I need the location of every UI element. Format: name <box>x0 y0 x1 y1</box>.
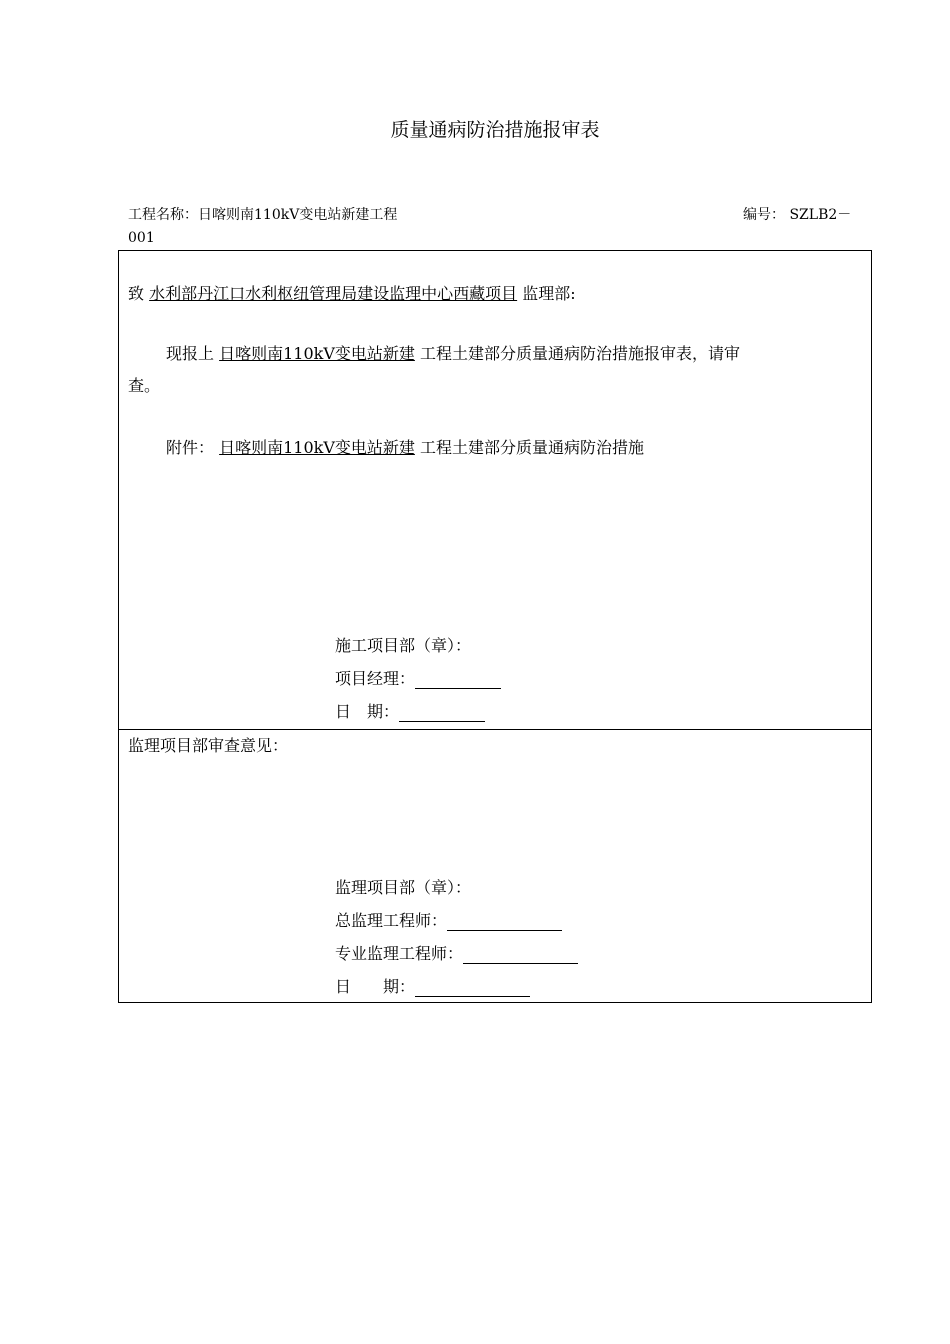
report-suffix: 工程土建部分质量通病防治措施报审表，请审 <box>420 344 741 363</box>
specialist-engineer-line <box>335 941 578 964</box>
chief-engineer-label: 总监理工程师： <box>335 911 448 930</box>
report-line-cont: 查。 <box>128 376 161 395</box>
construction-dept-seal: 施工项目部（章）： <box>335 636 472 655</box>
report-prefix: 现报上 <box>166 344 215 363</box>
specialist-engineer-signature-blank[interactable] <box>463 949 578 964</box>
attachment-line <box>166 435 644 458</box>
project-label: 工程名称： <box>128 207 198 223</box>
supervision-dept-seal: 监理项目部（章）： <box>335 878 472 897</box>
recipient-name: 水利部丹江口水利枢纽管理局建设监理中心西藏项目 <box>149 284 518 303</box>
number-value: SZLB2－ <box>789 207 852 223</box>
number-label: 编号： <box>743 207 785 223</box>
construction-date-label: 日 期： <box>335 702 400 721</box>
attach-project: 日喀则南110kV变电站新建 <box>219 438 415 457</box>
page-title: 质量通病防治措施报审表 <box>390 119 600 141</box>
recipient-suffix: 监理部: <box>522 284 576 303</box>
chief-engineer-signature-blank[interactable] <box>447 916 562 931</box>
construction-date-blank[interactable] <box>399 707 485 722</box>
project-manager-label: 项目经理： <box>335 669 416 688</box>
document-number-field <box>743 204 851 224</box>
document-number-continued: 001 <box>128 230 155 246</box>
project-manager-signature-blank[interactable] <box>415 674 501 689</box>
project-manager-line <box>335 666 501 689</box>
report-line <box>166 341 740 364</box>
attach-suffix: 工程土建部分质量通病防治措施 <box>420 438 645 457</box>
to-prefix: 致 <box>128 284 145 303</box>
project-name: 日喀则南110kV变电站新建工程 <box>198 207 398 223</box>
supervision-opinion-heading: 监理项目部审查意见： <box>128 736 289 755</box>
supervision-date-blank[interactable] <box>415 982 530 997</box>
form-table <box>118 250 872 1003</box>
supervision-date-label: 日 期： <box>335 977 416 996</box>
construction-date-line <box>335 699 485 722</box>
recipient-line <box>128 281 576 304</box>
chief-engineer-line <box>335 908 562 931</box>
supervision-date-line <box>335 974 530 997</box>
specialist-engineer-label: 专业监理工程师： <box>335 944 464 963</box>
report-project: 日喀则南110kV变电站新建 <box>219 344 415 363</box>
section-divider <box>119 729 871 730</box>
attach-prefix: 附件： <box>166 438 215 457</box>
project-name-field <box>128 204 397 224</box>
